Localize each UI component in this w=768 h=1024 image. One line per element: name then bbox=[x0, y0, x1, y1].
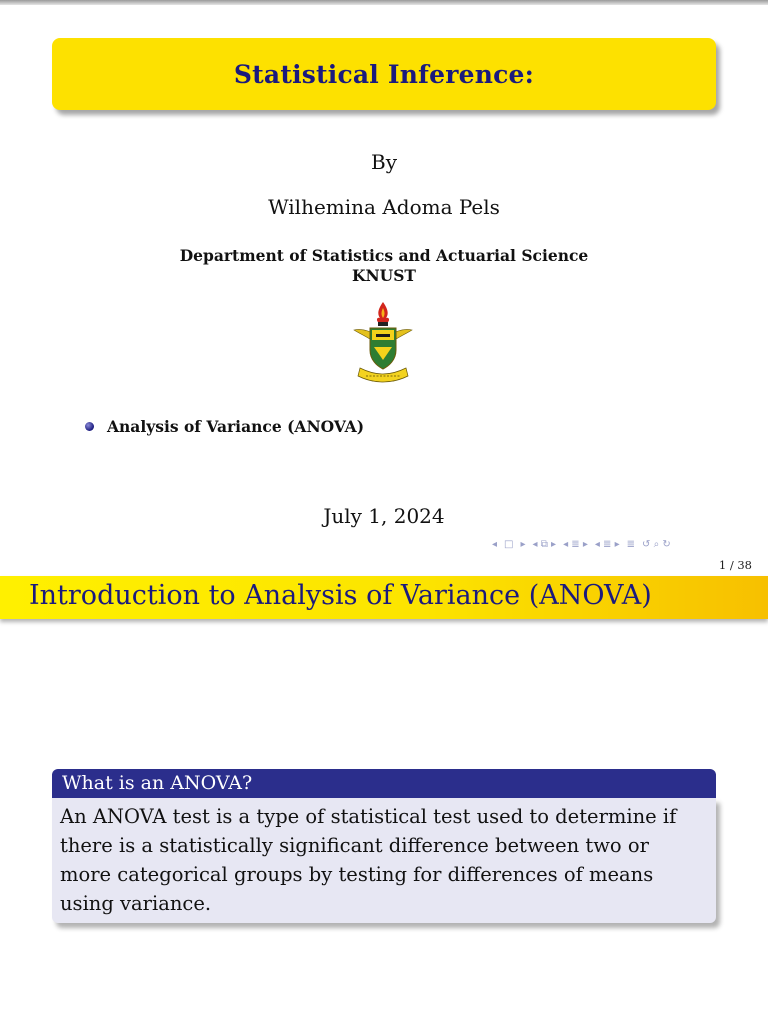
next-slide-icon[interactable]: ▸ bbox=[520, 539, 526, 550]
outline-item-label: Analysis of Variance (ANOVA) bbox=[107, 417, 365, 436]
align-icon[interactable]: ≣ bbox=[626, 539, 636, 550]
subsection-icon[interactable]: ◂ ≣ ▸ bbox=[563, 539, 588, 550]
slide-icon[interactable]: □ bbox=[504, 539, 514, 550]
section-icon[interactable]: ◂ ≣ ▸ bbox=[594, 539, 620, 550]
search-icon[interactable]: ↺ ⌕ ↻ bbox=[642, 539, 671, 550]
block-body: An ANOVA test is a type of statistical test used to determine if there is a statistically significant difference between two or more categorical groups by testing for differences of means using variance. bbox=[52, 798, 716, 923]
university-crest-logo bbox=[350, 300, 416, 384]
institute bbox=[0, 246, 768, 286]
outline-item bbox=[85, 417, 364, 436]
department-name: Department of Statistics and Actuarial Science bbox=[179, 246, 589, 265]
institution-name: KNUST bbox=[352, 266, 416, 285]
author-name: Wilhemina Adoma Pels bbox=[268, 195, 500, 219]
frame-title-bar bbox=[0, 576, 768, 619]
presentation-date: July 1, 2024 bbox=[323, 504, 445, 528]
bullet-icon bbox=[85, 422, 94, 431]
definition-block bbox=[52, 769, 716, 923]
prev-slide-icon[interactable]: ◂ bbox=[492, 539, 498, 550]
crest-icon bbox=[350, 300, 416, 384]
frame-title: Introduction to Analysis of Variance (ANOVA) bbox=[29, 580, 652, 611]
slide-title: Statistical Inference: bbox=[233, 59, 535, 89]
beamer-navigation-bar bbox=[492, 539, 671, 550]
page-number: 1 / 38 bbox=[718, 558, 752, 572]
title-box bbox=[52, 38, 716, 110]
frame-icon[interactable]: ◂ ⧉ ▸ bbox=[532, 539, 557, 550]
by-label: By bbox=[371, 150, 397, 174]
block-title: What is an ANOVA? bbox=[52, 769, 716, 798]
content-slide bbox=[0, 576, 768, 1024]
